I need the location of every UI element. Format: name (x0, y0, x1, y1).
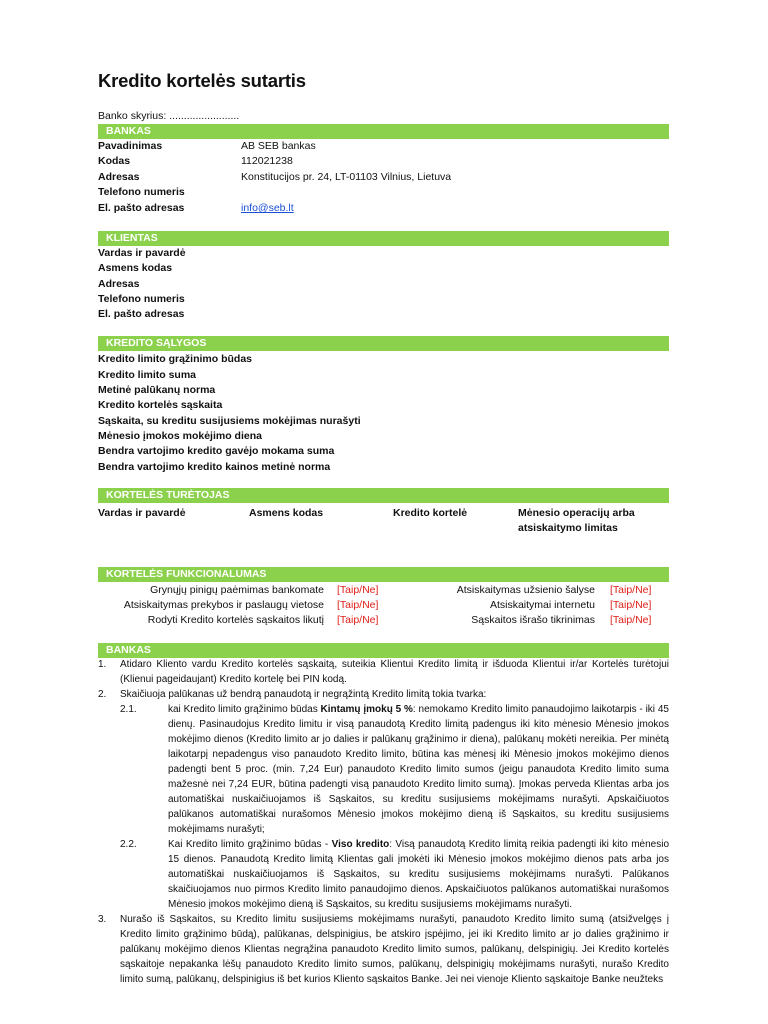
function-abroad-label: Atsiskaitymas užsienio šalyse (456, 584, 595, 596)
credit-row-payment-day: Mėnesio įmokos mokėjimo diena (98, 430, 262, 442)
bank-address-value: Konstitucijos pr. 24, LT-01103 Vilnius, Lietuva (241, 171, 452, 183)
client-phone-label: Telefono numeris (98, 293, 185, 305)
bank-phone-label: Telefono numeris (98, 186, 185, 198)
terms-item-3-text: Nurašo iš Sąskaitos, su Kredito limitu susijusiems mokėjimams nurašyti, panaudoto Kredito limito sumą (atsižvelgęs į Kredito limito grąžinimo būdą), palūkanas, delspinigius, be atskiro įspėjimo, jei iki Kredito limito ar jo dalies grąžinimo ir palūkanų mokėjimo dienos Klientas negrąžina panaudoto Kredito limito sumos, palūkanų, delspinigių. Jei Kredito kortelės sąskaitoje nepakanka lėšų panaudoto Kredito limito sumos, palūkanų, delspinigių mokėjimams nurašyti, nurašo Kredito limito sumą, palūkanų, delspinigius iš bet kurios Kliento sąskaitos Banke. Jei nei vienoje Kliento sąskaitoje Banke neužteks (120, 914, 669, 985)
bank-name-value: AB SEB bankas (241, 140, 316, 152)
section-header-holder: KORTELĖS TURĖTOJAS (98, 488, 669, 503)
function-statement-label: Sąskaitos išrašo tikrinimas (471, 614, 595, 626)
section-header-bank: BANKAS (98, 124, 669, 139)
bank-row-phone (98, 185, 669, 200)
terms-subitem-2-2-number: 2.2. (120, 839, 137, 850)
document-title: Kredito kortelės sutartis (98, 70, 306, 91)
credit-row-repayment: Kredito limito grąžinimo būdas (98, 353, 253, 365)
bank-address-label: Adresas (98, 171, 140, 183)
function-cash-withdrawal-label: Grynųjų pinigų paėmimas bankomate (150, 584, 324, 596)
section-header-credit: KREDITO SĄLYGOS (98, 336, 669, 351)
terms-subitem-2-2-pre: Kai Kredito limito grąžinimo būdas - (168, 839, 329, 850)
terms-item-3 (98, 912, 669, 987)
terms-item-2 (98, 687, 669, 702)
bank-branch-label: Banko skyrius: ........................ (98, 110, 240, 122)
holder-col-limit: Mėnesio operacijų arba atsiskaitymo limitas (518, 507, 635, 534)
bank-row-name (98, 139, 669, 154)
credit-row-limit: Kredito limito suma (98, 369, 197, 381)
terms-item-3-number: 3. (98, 914, 107, 925)
function-abroad-option[interactable]: [Taip/Ne] (610, 584, 652, 596)
bank-row-address (98, 170, 669, 185)
credit-row-interest: Metinė palūkanų norma (98, 384, 216, 396)
function-show-balance-option[interactable]: [Taip/Ne] (337, 614, 379, 626)
function-statement-option[interactable]: [Taip/Ne] (610, 614, 652, 626)
client-name-label: Vardas ir pavardė (98, 247, 186, 259)
terms-item-1 (98, 657, 669, 687)
terms-item-1-number: 1. (98, 659, 107, 670)
terms-subitem-2-2-post: : Visą panaudotą Kredito limitą reikia padengti iki kito mėnesio 15 dienos. Panaudotą Kredito limitą Klientas gali įmokėti iki Mėnesio įmokos mokėjimo dienos pats arba jos automatiškai nuskaičiuojamos iš Sąskaitos, su kreditu susijusiems mokėjimams nurašyti. Palūkanos skaičiuojamos nuo pirmos Kredito limito panaudojimo dienos. Apskaičiuotos palūkanos automatiškai nurašomos Mėnesio įmokos mokėjimo dieną iš Sąskaitos, su kreditu susijusiems mokėjimams nurašyti. (168, 839, 670, 910)
credit-row-total-amount: Bendra vartojimo kredito gavėjo mokama suma (98, 445, 335, 457)
client-address-label: Adresas (98, 278, 140, 290)
function-pos-payment-label: Atsiskaitymas prekybos ir paslaugų vietose (123, 599, 324, 611)
terms-subitem-2-1-number: 2.1. (120, 704, 137, 715)
function-pos-payment-option[interactable]: [Taip/Ne] (337, 599, 379, 611)
function-show-balance-label: Rodyti Kredito kortelės sąskaitos likutį (147, 614, 324, 626)
terms-subitem-2-1 (98, 702, 669, 837)
credit-row-apr: Bendra vartojimo kredito kainos metinė norma (98, 461, 331, 473)
holder-col-name: Vardas ir pavardė (98, 507, 186, 519)
terms-subitem-2-1-pre: kai Kredito limito grąžinimo būdas (168, 704, 318, 715)
section-header-functions: KORTELĖS FUNKCIONALUMAS (98, 567, 669, 582)
bank-row-code (98, 154, 669, 169)
credit-row-debit-account: Sąskaita, su kreditu susijusiems mokėjimas nurašyti (98, 415, 361, 427)
terms-item-1-text: Atidaro Kliento vardu Kredito kortelės sąskaitą, suteikia Klientui Kredito limitą ir išduoda Klientui ir/ar Kortelės turėtojui (Klienui pageidaujant) Kredito kortelę bei PIN kodą. (120, 659, 669, 685)
terms-subitem-2-2-bold: Viso kredito (331, 839, 390, 850)
terms-subitem-2-1-bold: Kintamų įmokų 5 % (320, 704, 413, 715)
holder-col-card: Kredito kortelė (393, 507, 468, 519)
section-header-bank-terms: BANKAS (98, 643, 669, 658)
function-internet-option[interactable]: [Taip/Ne] (610, 599, 652, 611)
bank-code-value: 112021238 (241, 155, 293, 167)
bank-email-label: El. pašto adresas (98, 202, 185, 214)
credit-row-card-account: Kredito kortelės sąskaita (98, 399, 223, 411)
terms-subitem-2-2 (98, 837, 669, 912)
bank-code-label: Kodas (98, 155, 131, 167)
bank-name-label: Pavadinimas (98, 140, 163, 152)
section-header-client: KLIENTAS (98, 231, 669, 246)
bank-email-link[interactable]: info@seb.lt (241, 202, 294, 214)
function-internet-label: Atsiskaitymai internetu (489, 599, 595, 611)
function-cash-withdrawal-option[interactable]: [Taip/Ne] (337, 584, 379, 596)
client-email-label: El. pašto adresas (98, 308, 185, 320)
terms-subitem-2-1-post: : nemokamo Kredito limito panaudojimo laikotarpis - iki 45 dienų. Pasinaudojus Kredito limitu ir visą panaudotą Kredito limitą padengus iki kito mėnesio Mėnesio įmokos mokėjimo dienos (Kredito limito ar jo dalies ir palūkanų grąžinimo ir diena), palūkanų mokėti nereikia. Per minėtą laikotarpį nepadengus viso panaudoto Kredito limito, būtina kas mėnesį iki Mėnesio įmokos mokėjimo dienos padengti bent 5 proc. (min. 7,24 Eur) panaudoto Kredito limito sumos (jeigu panaudota Kredito limito suma mažesnė nei 7,24 EUR, būtina padengti visą panaudoto Kredito limito sumą). Įmokas perveda Klientas arba jos automatiškai nuskaičiuojamos iš Sąskaitos, su kreditu susijusiems mokėjimams nurašyti. Apskaičiuotos palūkanos automatiškai nurašomos Mėnesio įmokos mokėjimo dieną iš Sąskaitos, su kreditu susijusiems mokėjimams nurašyti; (168, 704, 669, 835)
terms-item-2-text: Skaičiuoja palūkanas už bendrą panaudotą ir negrąžintą Kredito limitą tokia tvarka: (120, 689, 487, 700)
bank-terms-list (98, 657, 669, 987)
bank-row-email (98, 201, 669, 216)
client-id-label: Asmens kodas (98, 262, 173, 274)
terms-item-2-number: 2. (98, 689, 107, 700)
holder-col-id: Asmens kodas (249, 507, 324, 519)
